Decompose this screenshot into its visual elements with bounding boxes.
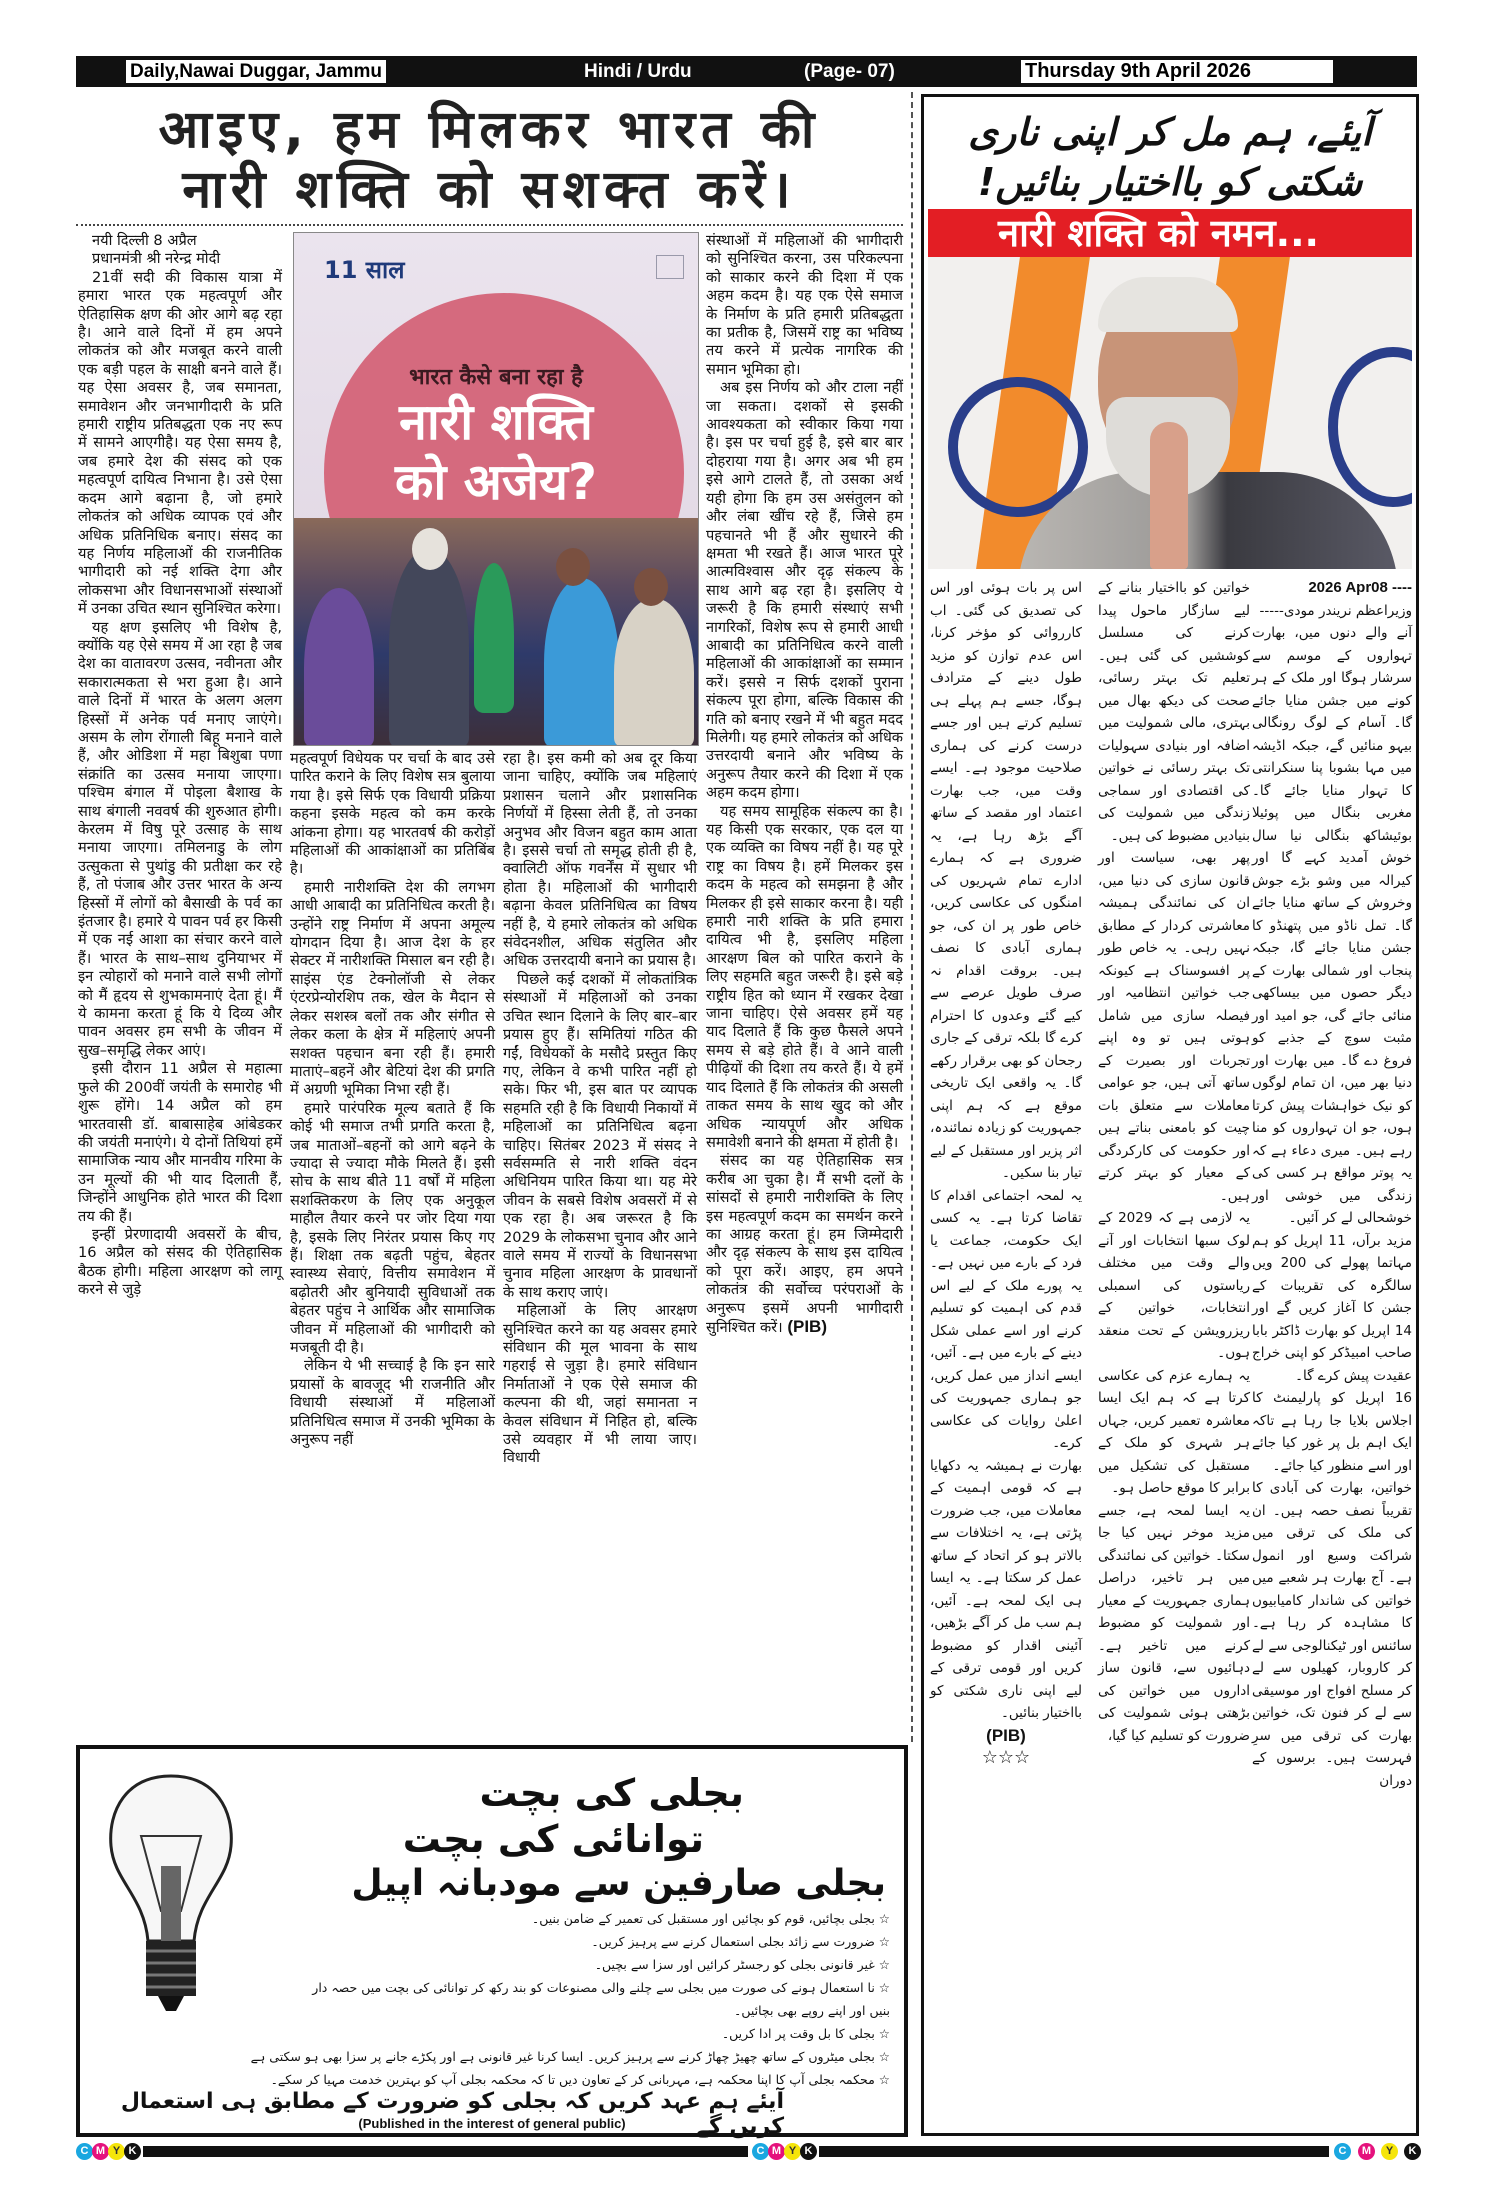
- paragraph: लेकिन ये भी सच्चाई है कि इन सारे प्रयासों के बावजूद भी राजनीति और विधायी संस्थाओं में महिलाओं प्रतिनिधित्व समाज में उनकी भूमिका के अनुरूप नहीं: [290, 1357, 495, 1449]
- headline-divider: [76, 224, 903, 226]
- urdu-paragraph: پھر بھی، سیاست اور قانون سازی کی دنیا میں، ان کی نمائندگی ہمیشہ معاشرتی کردار کے مطابق نہیں رہی۔ یہ خاص طور پر افسوسناک ہے کیونکہ جب خواتین انتظامیہ اور فیصلہ سازی میں شامل ہوتی ہیں تو وہ اپنے تجربات اور بصیرت کے ساتھ آتی ہیں، جو عوامی معاملات سے متعلق بات چیت کو بامعنی بناتے ہیں اور حکومت کی کارکردگی کے معیار کو بہتر کرتے ہیں۔: [1098, 850, 1250, 1204]
- urdu-byline: وزیراعظم نریندر مودی-----: [1259, 602, 1412, 619]
- paragraph: इन्हीं प्रेरणादायी अवसरों के बीच, 16 अप्रैल को संसद की ऐतिहासिक बैठक होगी। महिला आरक्षण को लागू करने से जुड़े: [78, 1225, 282, 1299]
- paragraph: हमारे पारंपरिक मूल्य बताते हैं कि कोई भी समाज तभी प्रगति करता है, जब माताओं–बहनों को आगे बढ़ने के ज्यादा से ज्यादा मौके मिलते हैं। इसी सोच के साथ बीते 11 वर्षों में महिला सशक्तिकरण के लिए एक अनुकूल माहौल तैयार करने पर जोर दिया गया है, इसके लिए निरंतर प्रयास किए गए हैं। शिक्षा तक बढ़ती पहुंच, बेहतर स्वास्थ्य सेवाएं, वित्तीय समावेशन में बढ़ोतरी और बुनियादी सुविधाओं तक बेहतर पहुंच ने आर्थिक और सामाजिक जीवन में महिलाओं की भागीदारी को मजबूती दी है।: [290, 1099, 495, 1356]
- masthead-bar: [76, 56, 1417, 87]
- poster-title-2: को अजेय?: [394, 453, 598, 511]
- paragraph-text: संसद का यह ऐतिहासिक सत्र करीब आ चुका है। मैं सभी दलों के सांसदों से हमारी नारीशक्ति के लिए इस महत्वपूर्ण कदम का समर्थन करने का आग्रह करता हूं। हम जिम्मेदारी और दृढ़ संकल्प के साथ इस दायित्व को पूरा करें। आइए, हम अपने लोकतंत्र की सर्वोच्च परंपराओं के अनुरूप इसमें अपनी भागीदारी सुनिश्चित करें।: [706, 1152, 903, 1336]
- pm-photo: [928, 257, 1412, 569]
- paragraph: यह समय सामूहिक संकल्प का है। यह किसी एक सरकार, एक दल या एक व्यक्ति का विषय नहीं है। यह पूरे राष्ट्र का विषय है। हमें मिलकर इस कदम के महत्व को समझना है और मिलकर ही इसे साकार करना है। यही हमारी नारी शक्ति के प्रति हमारा दायित्व भी है, इसलिए महिला आरक्षण बिल को पारित कराने के लिए सहमति बहुत जरूरी है। इसे बड़े राष्ट्रीय हित को ध्यान में रखकर देखा जाना चाहिए। ऐसे अवसर हमें यह याद दिलाते हैं कि कुछ फैसले अपने समय से बड़े होते हैं। वे आने वाली पीढ़ियों की दिशा तय करते हैं। ये हमें याद दिलाते हैं कि लोकतंत्र की असली ताकत समय के साथ खुद को और अधिक न्यायपूर्ण और अधिक समावेशी बनाने की क्षमता में होती है।: [706, 802, 903, 1151]
- registration-mark-k: K: [1404, 2143, 1421, 2160]
- mygov-logo: [656, 255, 684, 279]
- urdu-column-middle: [1098, 577, 1250, 1747]
- credit: (PIB): [787, 1316, 827, 1336]
- bottom-rule: [819, 2146, 1329, 2157]
- byline: प्रधानमंत्री श्री नरेन्द्र मोदी: [92, 250, 221, 268]
- urdu-dateline: 2026 Apr08 ----: [1308, 579, 1412, 596]
- ad-bullet: ☆ نا استعمال ہونے کی صورت میں بجلی سے چلنے والی مصنوعات کو بند رکھ کر توانائی کی بچت میں حصہ دار: [312, 1980, 890, 1995]
- folded-hands: [1150, 422, 1188, 569]
- urdu-paragraph: یہ ایسا لمحہ ہے، جسے مزید موخر نہیں کیا جا سکتا۔ خواتین کی نمائندگی میں ہر تاخیر، دراصل ہماری جمہوریت کے معیار اور شمولیت کو مضبوط کرنے میں تاخیر ہے۔ دہائیوں سے، قانون ساز اداروں میں خواتین کی بڑھتی ہوئی شمولیت کی ضرورت کو تسلیم کیا گیا،: [1098, 1502, 1250, 1744]
- paragraph: अब इस निर्णय को और टाला नहीं जा सकता। दशकों से इसकी आवश्यकता को स्वीकार किया गया है। इस पर चर्चा हुई है, इसे बार बार दोहराया गया है। अगर अब भी हम इसे आगे टालते हैं, तो उसका अर्थ यही होगा कि हम उस असंतुलन को और लंबा खींच रहे हैं, जिसे हम पहचानते भी हैं और सुधारने की क्षमता भी रखते हैं। आज भारत पूरे आत्मविश्वास और दृढ़ संकल्प के साथ आगे बढ़ रहा है। इसलिए ये जरूरी है कि हमारी संस्थाएं सभी नागरिकों, विशेष रूप से हमारी आधी आबादी का प्रतिनिधित्व करने वाली महिलाओं की आकांक्षाओं का सम्मान करें। इससे न सिर्फ दशकों पुराना संकल्प पूरा होगा, बल्कि विकास की गति को बनाए रखने में भी बहुत मदद मिलेगी। यह हमारे लोकतंत्र को अधिक उत्तरदायी बनाने और भविष्य के अनुरूप तैयार करने की दिशा में एक अहम कदम होगा।: [706, 379, 903, 802]
- paragraph: यह क्षण इसलिए भी विशेष है, क्योंकि यह ऐसे समय में आ रहा है जब देश का वातावरण उत्सव, नवीनता और सकारात्मकता से भरा हुआ है। आने वाले दिनों में भारत के अलग अलग हिस्सों में अनेक पर्व मनाए जाएंगे। असम के लोग रोंगाली बिहू मनाने वाले हैं, और ओडिशा में महा बिशुबा पणा संक्रांति का उत्सव मनाया जाएगा। पश्चिम बंगाल में पोइला बैशाख के साथ बंगाली नववर्ष की शुरुआत होगी। केरलम में विषु पूरे उत्साह के साथ मनाया जाएगा। तमिलनाडु के लोग उत्सुकता से पुथांडु की प्रतीक्षा कर रहे हैं, तो पंजाब और उत्तर भारत के अन्य हिस्सों में लोगों को बैसाखी के पर्व का इंतजार है। हमारे ये पावन पर्व हर किसी में एक नई आशा का संचार करने वाले हैं। भारत के साथ–साथ दुनियाभर में इन त्योहारों को मनाने वाले सभी लोगों को मैं हृदय से शुभकामनाएं देता हूं। मैं ये कामना करता हूं कि ये दिव्य और पावन अवसर हम सभी के जीवन में सुख–समृद्धि लेकर आएं।: [78, 618, 282, 1059]
- paragraph: महिलाओं के लिए आरक्षण सुनिश्चित करने का यह अवसर हमारे संविधान की मूल भावना के साथ गहराई से जुड़ा है। हमारे संविधान निर्माताओं ने एक ऐसे समाज की कल्पना की थी, जहां समानता न केवल संविधान में निहित हो, बल्कि उसे व्यवहार में भी लाया जाए। विधायी: [503, 1302, 697, 1467]
- registration-mark-m: M: [1358, 2143, 1375, 2160]
- paragraph: हमारी नारीशक्ति देश की लगभग आधी आबादी का प्रतिनिधित्व करती है। उन्होंने राष्ट्र निर्माण में अपना अमूल्य योगदान दिया है। आज देश के हर सेक्टर में नारीशक्ति मिसाल बन रही है। साइंस एंड टेक्नोलॉजी से लेकर एंटरप्रेन्योरशिप तक, खेल के मैदान से लेकर सशस्त्र बलों तक और संगीत से लेकर कला के क्षेत्र में महिलाएं अपनी सशक्त पहचान बना रही हैं। हमारी माताएं–बहनें और बेटियां देश की प्रगति में अग्रणी भूमिका निभा रही हैं।: [290, 878, 495, 1099]
- urdu-paragraph: یہ لمحہ اجتماعی اقدام کا تقاضا کرتا ہے۔ یہ کسی ایک حکومت، جماعت یا فرد کے بارے میں نہیں ہے۔ یہ پورے ملک کے لیے اس قدم کی اہمیت کو تسلیم کرنے اور اسے عملی شکل دینے کے بارے میں ہے۔ آئیں، ایسے انداز میں عمل کریں، جو ہماری جمہوریت کی اعلیٰ روایات کی عکاسی کرے۔: [930, 1187, 1082, 1451]
- paragraph: संस्थाओं में महिलाओं की भागीदारी को सुनिश्चित करना, उस परिकल्पना को साकार करने की दिशा में एक अहम कदम है। यह एक ऐसे समाज के निर्माण के प्रति हमारी प्रतिबद्धता का प्रतीक है, जिसमें राष्ट्र का भविष्य तय करने में प्रत्येक नागरिक की समान भूमिका हो।: [706, 232, 903, 378]
- urdu-credit: (PIB): [986, 1725, 1026, 1745]
- registration-mark-c: C: [76, 2143, 93, 2160]
- paragraph: रहा है। इस कमी को अब दूर किया जाना चाहिए, क्योंकि जब महिलाएं प्रशासन चलाने और प्रशासनिक निर्णयों में हिस्सा लेती हैं, तो उनका अनुभव और विजन बहुत काम आता है। इससे चर्चा तो समृद्ध होती ही है, क्वालिटी ऑफ गवर्नेंस में सुधार भी होता है। महिलाओं की भागीदारी बढ़ाना केवल प्रतिनिधित्व का विषय नहीं है, ये हमारे लोकतंत्र को अधिक संवेदनशील, अधिक संतुलित और अधिक उत्तरदायी बनाने का प्रयास है।: [503, 750, 697, 970]
- urdu-paragraph: یہ لازمی ہے کہ 2029 کے لوک سبھا انتخابات اور آنے والے وقت میں مختلف ریاستوں کی اسمبلی انتخابات، خواتین کے ریزرویشن کے تحت منعقد ہوں۔: [1098, 1210, 1250, 1361]
- issue-date: Thursday 9th April 2026: [1021, 60, 1333, 83]
- article-column-3: [503, 750, 697, 1468]
- registration-mark-c: C: [1334, 2143, 1351, 2160]
- headline-line-1: आइए, हम मिलकर भारत की: [158, 100, 821, 160]
- urdu-paragraph: اس پر بات ہوئی اور اس کی تصدیق کی گئی۔ اب کارروائی کو مؤخر کرنا، اس عدم توازن کو مزید طول دینے کے مترادف ہوگا، جسے ہم پہلے ہی تسلیم کرتے ہیں اور جسے درست کرنے کی ہماری صلاحیت موجود ہے۔ ایسے وقت میں، جب بھارت اعتماد اور مقصد کے ساتھ آگے بڑھ رہا ہے، یہ ضروری ہے کہ ہمارے ادارے تمام شہریوں کی امنگوں کی عکاسی کریں، خاص طور پر ان کی، جو ہماری آبادی کا نصف ہیں۔ بروقت اقدام نہ صرف طویل عرصے سے کیے گئے وعدوں کا احترام کرے گا بلکہ ترقی کے جاری رجحان کو بھی برقرار رکھے گا۔ یہ واقعی ایک تاریخی موقع ہے کہ ہم اپنی جمہوریت کو زیادہ نمائندہ، اثر پزیر اور مستقبل کے لیے تیار بنا سکیں۔: [929, 580, 1082, 1181]
- chakra-icon: [1328, 347, 1412, 507]
- article-column-4: [706, 232, 903, 1337]
- language-label: Hindi / Urdu: [584, 61, 692, 82]
- registration-mark-m: M: [92, 2143, 109, 2160]
- urdu-headline-line-1: آیئے، ہم مل کر اپنی ناری: [968, 110, 1372, 154]
- ad-bullet: ☆ بجلی کا بل وقت پر ادا کریں۔: [721, 2026, 890, 2041]
- ad-slogan: آیئے ہم عہد کریں کہ بجلی کو ضرورت کے مطابق ہی استعمال کریں گے: [120, 2089, 784, 2139]
- poster-kicker: भारत कैसे बना रहा है: [409, 365, 583, 390]
- poster-image: [293, 232, 699, 746]
- urdu-headline-line-2: شکتی کو بااختیار بنائیں!: [977, 160, 1363, 204]
- urdu-paragraph: مزید برآں، 11 اپریل کو ہم مہاتما پھولے کی 200 ویں سالگرہ کی تقریبات کے جشن کا آغاز کریں گے اور 14 اپریل کو بھارت ڈاکٹر بابا صاحب امبیڈکر کو اپنی خراج عقیدت پیش کرے گا۔: [1252, 1232, 1412, 1384]
- end-mark-stars: ☆☆☆: [981, 1747, 1031, 1768]
- paragraph: महत्वपूर्ण विधेयक पर चर्चा के बाद उसे पारित कराने के लिए विशेष सत्र बुलाया गया है। इसे सिर्फ एक विधायी प्रक्रिया कहना इसके महत्व को कम करके आंकना होगा। यह भारतवर्ष की करोड़ों महिलाओं की आकांक्षाओं का प्रतिबिंब है।: [290, 750, 495, 878]
- registration-mark-k: K: [800, 2143, 817, 2160]
- article-column-2: [290, 750, 495, 1449]
- column-separator: [911, 92, 913, 1742]
- registration-mark-k: K: [124, 2143, 141, 2160]
- electricity-saving-advertisement: [76, 1745, 908, 2137]
- ad-title-2: توانائی کی بچت: [402, 1817, 704, 1861]
- ad-footer: (Published in the interest of general public): [358, 2116, 626, 2131]
- urdu-article-box: [921, 94, 1419, 2136]
- red-banner: नारी शक्ति को नमन...: [928, 209, 1412, 257]
- ad-title-1: بجلی کی بچت: [479, 1771, 744, 1815]
- urdu-column-left: [930, 577, 1082, 1770]
- paragraph: इसी दौरान 11 अप्रैल से महात्मा फुले की 200वीं जयंती के समारोह भी शुरू होंगे। 14 अप्रैल को हम भारतवासी डॉ. बाबासाहेब आंबेडकर की जयंती मनाएंगे। ये दोनों तिथियां हमें सामाजिक न्याय और मानवीय गरिमा के उन मूल्यों की भी याद दिलाती हैं, जिन्होंने आधुनिक होते भारत की दिशा तय की हैं।: [78, 1060, 282, 1225]
- page-number: (Page- 07): [804, 61, 895, 82]
- ad-bullet: ☆ محکمہ بجلی آپ کا اپنا محکمہ ہے، مہربانی کر کے تعاون دیں تا کہ محکمہ بجلی آپ کو بہترین خدمت مہیا کر سکے۔: [270, 2072, 890, 2087]
- ad-title-3: بجلی صارفین سے مودبانہ اپیل: [351, 1863, 886, 1904]
- paragraph: पिछले कई दशकों में लोकतांत्रिक संस्थाओं में महिलाओं को उनका उचित स्थान दिलाने के लिए बार–बार प्रयास हुए हैं। समितियां गठित की गईं, विधेयकों के मसौदे प्रस्तुत किए गए, लेकिन वे कभी पारित नहीं हो सके। फिर भी, इस बात पर व्यापक सहमति रही है कि विधायी निकायों में महिलाओं का प्रतिनिधित्व बढ़ना चाहिए। सितंबर 2023 में संसद ने सर्वसम्मति से नारी शक्ति वंदन अधिनियम पारित किया था। यह मेरे जीवन के सबसे विशेष अवसरों में से एक रहा है। अब जरूरत है कि 2029 के लोकसभा चुनाव और आने वाले समय में राज्यों के विधानसभा चुनाव महिला आरक्षण के प्रावधानों के साथ कराए जाएं।: [503, 970, 697, 1301]
- bottom-rule: [143, 2146, 748, 2157]
- paragraph: 21वीं सदी की विकास यात्रा में हमारा भारत एक महत्वपूर्ण और ऐतिहासिक क्षण की ओर आगे बढ़ रहा है। आने वाले दिनों में हम अपने लोकतंत्र को और मजबूत करने वाली एक बड़ी पहल के साक्षी बनने वाले हैं। यह ऐसा अवसर है, जब समानता, समावेशन और जनभागीदारी के प्रति हमारी राष्ट्रीय प्रतिबद्धता एक नए रूप में सामने आएगीहै। यह ऐसा समय है, जब हमारे देश की संसद को एक महत्वपूर्ण दायित्व निभाना है। उसे ऐसा कदम आगे बढ़ाना है, जो हमारे लोकतंत्र को अधिक व्यापक एवं और अधिक प्रतिनिधिक बनाए। संसद का यह निर्णय महिलाओं की राजनीतिक भागीदारी को नई शक्ति देगा और लोकसभा और विधानसभाओं संस्थाओं में उनका उचित स्थान सुनिश्चित करेगा।: [78, 268, 282, 618]
- poster-logo: 11 साल: [324, 256, 405, 284]
- article-column-1: [78, 232, 282, 1300]
- crowd-photo: [294, 518, 698, 745]
- registration-mark-m: M: [768, 2143, 785, 2160]
- urdu-paragraph: بھارت نے ہمیشہ یہ دکھایا ہے کہ قومی اہمیت کے معاملات میں، جب ضرورت پڑتی ہے، یہ اختلافات سے بالاتر ہو کر اتحاد کے ساتھ عمل کر سکتا ہے۔ یہ ایسا ہی ایک لمحہ ہے۔ آئیں، ہم سب مل کر آگے بڑھیں، آئینی اقدار کو مضبوط کریں اور قومی ترقی کے لیے اپنی ناری شکتی کو بااختیار بنائیں۔: [930, 1457, 1082, 1721]
- urdu-paragraph: یہ ہمارے عزم کی عکاسی کرتا ہے کہ ہم ایک ایسا معاشرہ تعمیر کریں، جہاں ہر شہری کو ملک کے مستقبل کی تشکیل میں برابر کا موقع حاصل ہو۔: [1098, 1367, 1250, 1496]
- urdu-paragraph: 16 اپریل کو پارلیمنٹ کا اجلاس بلایا جا رہا ہے تاکہ ایک اہم بل پر غور کیا جائے اور اسے منظور کیا جائے۔: [1252, 1390, 1412, 1474]
- ad-bullet: ☆ بجلی بچائیں، قوم کو بچائیں اور مستقبل کی تعمیر کے ضامن بنیں۔: [531, 1911, 890, 1926]
- headline-line-2: नारी शक्ति को सशक्त करें।: [182, 160, 797, 220]
- registration-mark-y: Y: [784, 2143, 801, 2160]
- light-bulb-icon: [106, 1771, 236, 2016]
- ad-bullet: ☆ ضرورت سے زائد بجلی استعمال کرنے سے پرہیز کریں۔: [591, 1934, 890, 1949]
- poster-title-1: नारी शक्ति: [399, 393, 593, 451]
- urdu-column-right: [1252, 577, 1412, 1792]
- ad-bullet: ☆ بجلی میٹروں کے ساتھ چھیڑ چھاڑ کرنے سے پرہیز کریں۔ ایسا کرنا غیر قانونی ہے اور پکڑے جانے پر سزا بھی ہو سکتی ہے: [250, 2049, 890, 2064]
- registration-mark-y: Y: [1381, 2143, 1398, 2160]
- dateline: नयी दिल्ली 8 अप्रैल: [92, 232, 197, 249]
- ad-bullet: بنیں اور اپنے روپے بھی بچائیں۔: [734, 2003, 890, 2018]
- paragraph: [706, 1152, 903, 1337]
- ad-bullet: ☆ غیر قانونی بجلی کو رجسٹر کرائیں اور سزا سے بچیں۔: [594, 1957, 890, 1972]
- registration-mark-y: Y: [108, 2143, 125, 2160]
- paper-name: Daily,Nawai Duggar, Jammu: [126, 60, 386, 83]
- urdu-paragraph: خواتین، بھارت کی آبادی کا تقریباً نصف حصہ ہیں۔ ان کی ملک کی ترقی میں شراکت وسیع اور انمول ہے۔ آج بھارت ہر شعبے میں خواتین کی شاندار کامیابیوں کا مشاہدہ کر رہا ہے۔ سائنس اور ٹیکنالوجی سے لے کر کاروبار، کھیلوں سے لے کر مسلح افواج اور موسیقی سے لے کر فنون تک، خواتین بھارت کی ترقی میں سرِ فہرست ہیں۔ برسوں کے دوران: [1252, 1480, 1412, 1789]
- registration-mark-c: C: [752, 2143, 769, 2160]
- urdu-paragraph: آنے والے دنوں میں، بھارت تہواروں کے موسم سے سرشار ہوگا اور ملک کے ہر کونے میں جشن منایا جائے گا۔ آسام کے لوگ رونگالی بیہو منائیں گے، جبکہ اڈیشہ میں مہا بشوبا پنا سنکرانتی کا تہوار منایا جائے گا۔ مغربی بنگال میں پوئیلا بوئیشاکھ بنگالی نیا سال خوش آمدید کہے گا اور کیرالہ میں وشو بڑے جوش وخروش کے ساتھ منایا جائے گا۔ تمل ناڈو میں پتھنڈو کا جشن منایا جائے گا، جبکہ پنجاب اور شمالی بھارت کے دیگر حصوں میں بیساکھی منائی جائے گی، جو امید اور مثبت سوچ کے جذبے کو فروغ دے گا۔ میں بھارت اور دنیا بھر میں، ان تمام لوگوں کو نیک خواہشات پیش کرتا ہوں، جو ان تہواروں کو منا رہے ہیں۔ میری دعاء ہے کہ یہ پوتر مواقع ہر کسی کی زندگی میں خوشی اور خوشحالی لے کر آئیں۔: [1252, 625, 1412, 1226]
- urdu-paragraph: خواتین کو بااختیار بنانے کے لیے سازگار ماحول پیدا کرنے کی مسلسل کوششیں کی گئی ہیں۔ تعلیم تک بہتر رسائی، صحت کی دیکھ بھال میں بہتری، مالی شمولیت میں اضافہ اور بنیادی سہولیات تک بہتر رسائی نے خواتین کی اقتصادی اور سماجی زندگی میں شمولیت کی بنیادیں مضبوط کی ہیں۔: [1098, 580, 1250, 844]
